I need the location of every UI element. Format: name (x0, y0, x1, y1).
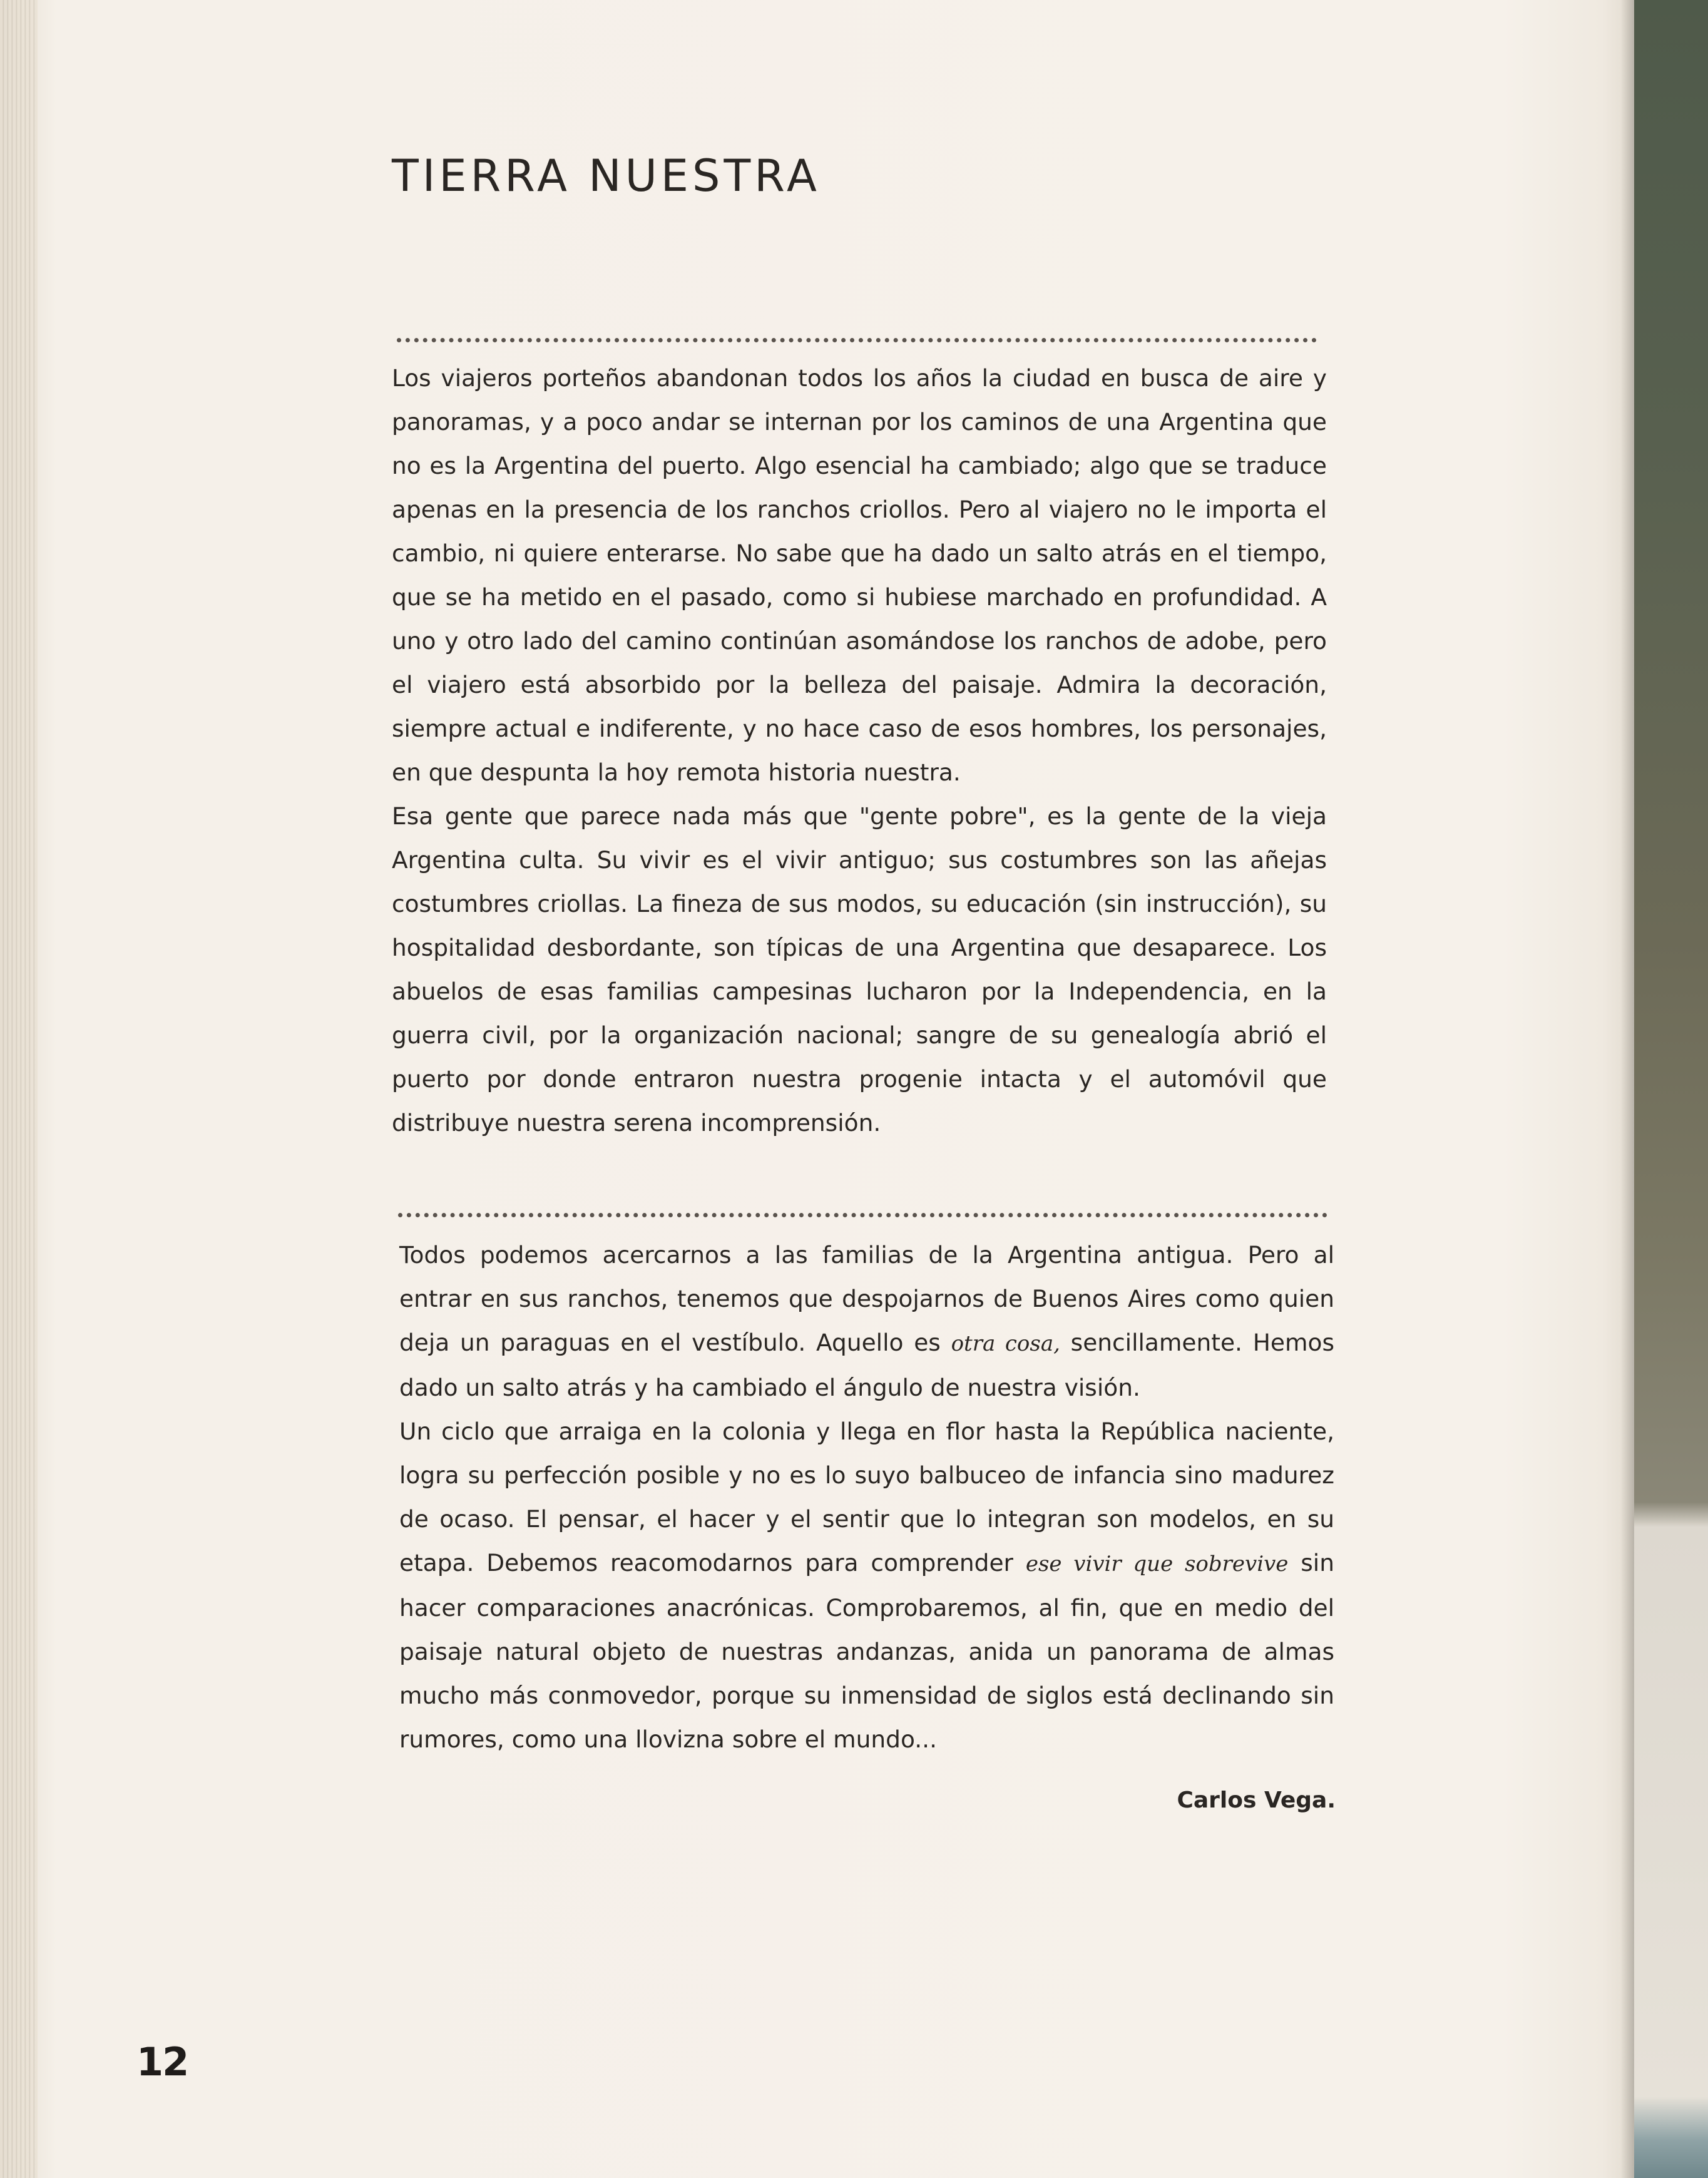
gutter-shadow (1620, 0, 1634, 2178)
paragraph: Esa gente que parece nada más que "gente pobre", es la gente de la vieja Argentina culta. Su vivir es el vivir antiguo; sus costumbres son las añejas costumbres criollas. La fineza de sus modos, su educación (sin instrucción), su hospitalidad desbordante, son típicas de una Argentina que desaparece. Los abuelos de esas familias campesinas lucharon por la Independencia, en la guerra civil, por la organización nacional; sangre de su genealogía abrió el puerto por donde entraron nuestra progenie intacta y el automóvil que distribuye nuestra serena incomprensión. (392, 802, 1327, 1137)
section-two (399, 1233, 1334, 1761)
page-number: 12 (136, 2039, 188, 2085)
page-title: TIERRA NUESTRA (392, 150, 821, 202)
paragraph: Todos podemos acercarnos a las familias de la Argentina antigua. Pero al entrar en sus ranchos, tenemos que despojarnos de Buenos Aires como quien deja un paraguas en el vestíbulo. Aquello es otra cosa, sencillamente. Hemos dado un salto atrás y ha cambiado el ángulo de nuestra visión. (399, 1241, 1334, 1401)
page-stack-edge (0, 0, 38, 2178)
paragraph: Un ciclo que arraiga en la colonia y llega en flor hasta la República naciente, logra su perfección posible y no es lo suyo balbuceo de infancia sino madurez de ocaso. El pensar, el hacer y el sentir que lo integran son modelos, en su etapa. Debemos reacomodarnos para comprender ese vivir que sobrevive sin hacer comparaciones anacrónicas. Comprobaremos, al fin, que en medio del paisaje natural objeto de nuestras andanzas, anida un panorama de almas mucho más conmovedor, porque su inmensidad de siglos está declinando sin rumores, como una llovizna sobre el mundo... (399, 1418, 1334, 1753)
section-one (392, 356, 1327, 1145)
author-signature: Carlos Vega. (1177, 1787, 1336, 1813)
dotted-divider-middle (398, 1213, 1327, 1217)
paragraph: Los viajeros porteños abandonan todos los años la ciudad en busca de aire y panoramas, y a poco andar se internan por los caminos de una Argentina que no es la Argentina del puerto. Algo esencial ha cambiado; algo que se traduce apenas en la presencia de los ranchos criollos. Pero al viajero no le importa el cambio, ni quiere enterarse. No sabe que ha dado un salto atrás en el tiempo, que se ha metido en el pasado, como si hubiese marchado en profundidad. A uno y otro lado del camino continúan asomándose los ranchos de adobe, pero el viajero está absorbido por la belleza del paisaje. Admira la decoración, siempre actual e indiferente, y no hace caso de esos hombres, los personajes, en que despunta la hoy remota historia nuestra. (392, 364, 1327, 786)
facing-page-photo-edge (1634, 0, 1708, 2178)
emphasis: otra cosa, (951, 1331, 1060, 1356)
emphasis: ese vivir que sobrevive (1025, 1552, 1289, 1577)
dotted-divider-top (397, 338, 1317, 342)
